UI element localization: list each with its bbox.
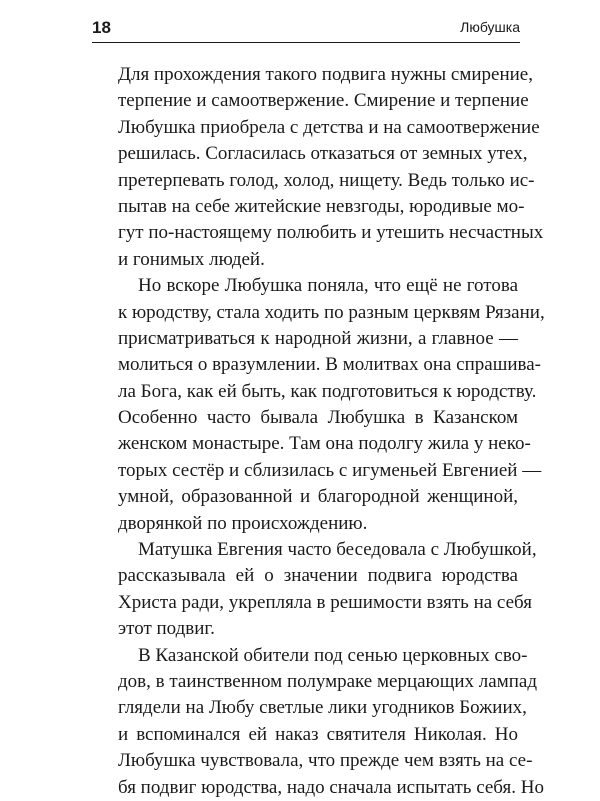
text-line: Для прохождения такого подвига нужны смирение, bbox=[118, 64, 533, 85]
text-line: Христа ради, укрепляла в решимости взять на себя bbox=[118, 591, 532, 613]
text-line: Любушка чувствовала, что прежде чем взять на се- bbox=[118, 750, 533, 772]
text-line: и вспоминался ей наказ святителя Николая. Но bbox=[118, 723, 518, 745]
text-line: Любушка приобрела с детства и на самоотвержение bbox=[118, 116, 540, 138]
text-line: гут по-настоящему полюбить и утешить несчастных bbox=[118, 222, 544, 244]
text-line: умной, образованной и благородной женщиной, bbox=[118, 486, 518, 508]
text-line: терпение и самоотвержение. Смирение и терпение bbox=[118, 90, 529, 112]
text-line: рассказывала ей о значении подвига юродства bbox=[118, 565, 518, 587]
text-line: претерпевать голод, холод, нищету. Ведь только ис- bbox=[118, 169, 535, 191]
running-title: Любушка bbox=[460, 19, 520, 35]
text-line: В Казанской обители под сенью церковных сво- bbox=[138, 644, 528, 666]
text-line: к юродству, стала ходить по разным церквям Рязани, bbox=[118, 301, 545, 323]
text-line: дов, в таинственном полумраке мерцающих лампад bbox=[118, 670, 537, 692]
page-number: 18 bbox=[92, 18, 111, 37]
text-line: бя подвиг юродства, надо сначала испытать себя. Но bbox=[118, 776, 544, 798]
text-line: пытав на себе житейские невзгоды, юродивые мо- bbox=[118, 195, 525, 217]
text-line: и гонимых людей. bbox=[118, 248, 265, 270]
text-line: ла Бога, как ей быть, как подготовиться к юродству. bbox=[118, 380, 537, 402]
text-line: Матушка Евгения часто беседовала с Любушкой, bbox=[138, 539, 537, 561]
text-line: дворянкой по происхождению. bbox=[118, 512, 368, 534]
text-line: Особенно часто бывала Любушка в Казанском bbox=[118, 407, 518, 429]
text-line: присматриваться к народной жизни, а главное — bbox=[118, 327, 518, 349]
body-text bbox=[118, 62, 545, 801]
text-line: женском монастыре. Там она подолгу жила у неко- bbox=[118, 433, 531, 455]
page-header bbox=[92, 12, 520, 42]
header-rule bbox=[92, 42, 520, 43]
text-line: молиться о вразумлении. В молитвах она спрашива- bbox=[118, 354, 541, 376]
text-line: Но вскоре Любушка поняла, что ещё не готова bbox=[138, 275, 518, 297]
text-line: решилась. Согласилась отказаться от земных утех, bbox=[118, 143, 528, 165]
text-line: торых сестёр и сблизилась с игуменьей Евгенией — bbox=[118, 459, 542, 481]
text-line: этот подвиг. bbox=[118, 618, 215, 640]
text-line: глядели на Любу светлые лики угодников Божиих, bbox=[118, 697, 527, 719]
